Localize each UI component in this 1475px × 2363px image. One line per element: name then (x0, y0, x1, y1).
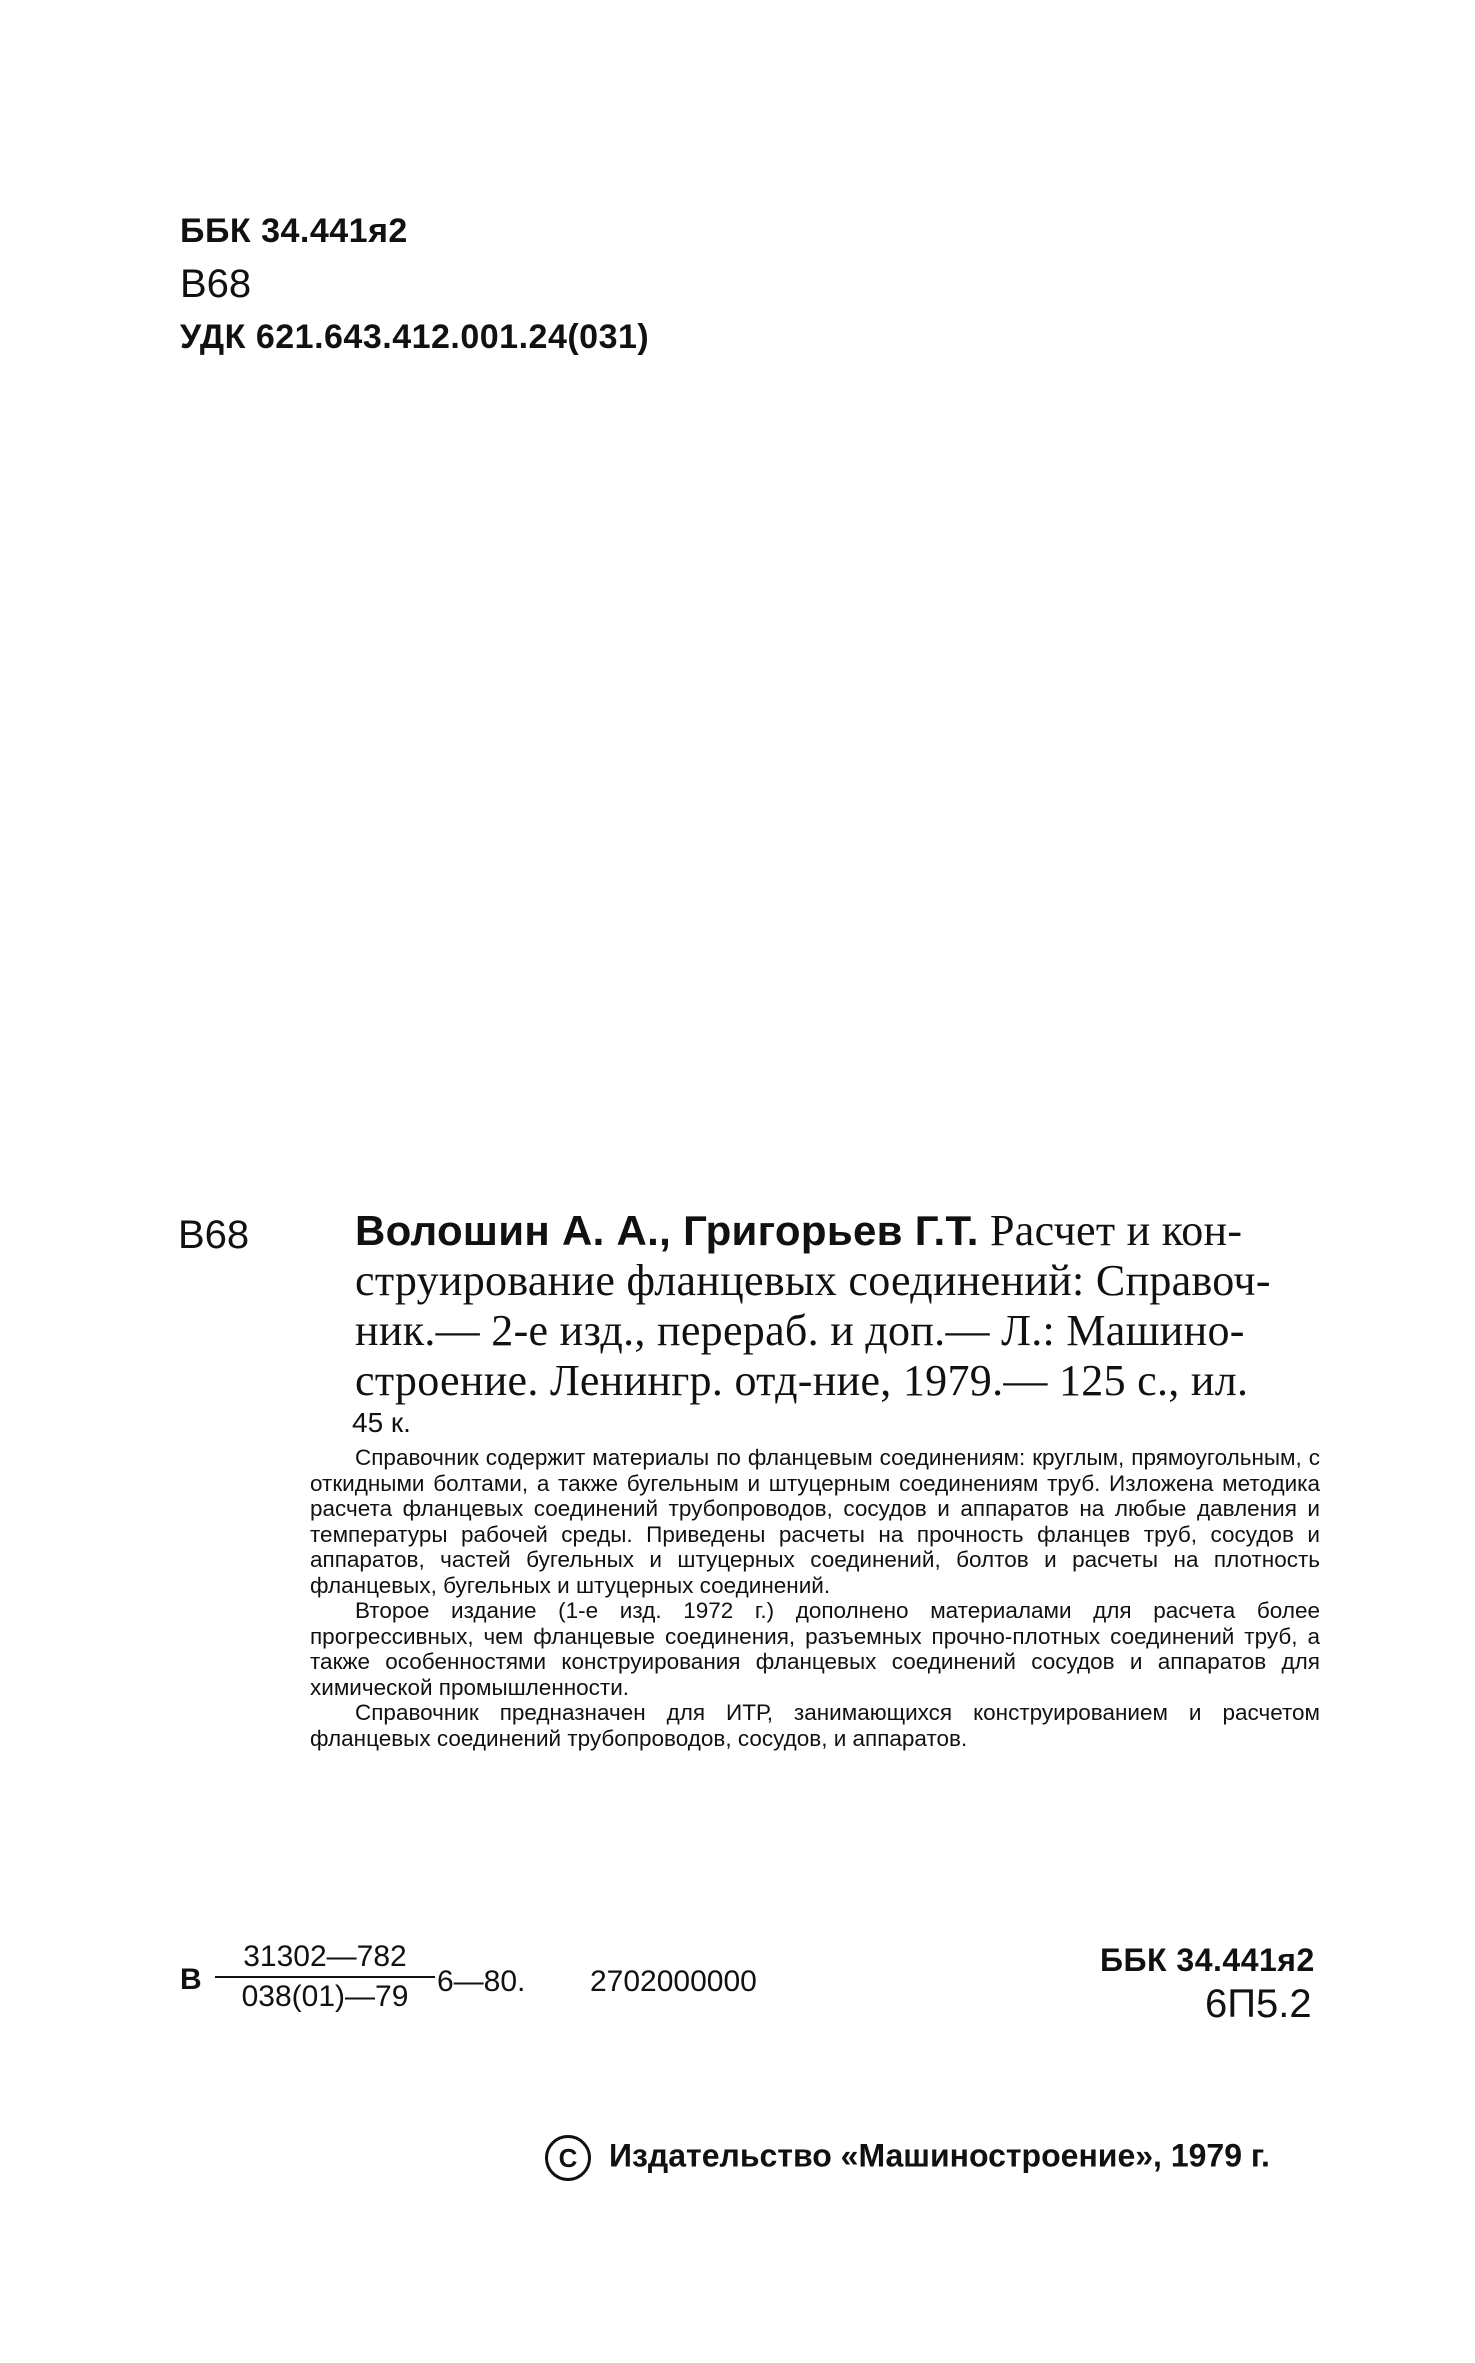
copyright-icon: C (545, 2135, 591, 2181)
index-denominator: 038(01)—79 (241, 1980, 409, 2013)
index-prefix: В (180, 1963, 202, 1996)
index-numerator: 31302—782 (215, 1940, 435, 1978)
entry-line-2: струирование фланцевых соединений: Справоч- (355, 1256, 1271, 1305)
entry-line-3: ник.— 2-е изд., перераб. и доп.— Л.: Машино- (355, 1306, 1245, 1355)
index-fraction (215, 1940, 435, 2014)
udk-header: УДК 621.643.412.001.24(031) (180, 318, 650, 356)
entry-price: 45 к. (352, 1407, 411, 1438)
copyright-line (545, 2135, 1270, 2181)
entry-title-start: Расчет и кон- (978, 1206, 1243, 1255)
catalog-code-header: В68 (180, 262, 252, 306)
index-bbk: ББК 34.441я2 (1100, 1942, 1315, 1978)
entry-line-4: строение. Ленингр. отд-ние, 1979.— 125 с., ил. (355, 1356, 1249, 1405)
entry-line-1 (355, 1208, 1242, 1254)
entry-authors: Волошин А. А., Григорьев Г.Т. (355, 1207, 979, 1254)
entry-catalog-code: В68 (178, 1213, 250, 1257)
copyright-text: Издательство «Машиностроение», 1979 г. (609, 2137, 1270, 2174)
abstract (310, 1445, 1320, 1751)
index-number: 2702000000 (590, 1965, 757, 1998)
index-suffix: 6—80. (437, 1965, 526, 1998)
bbk-header: ББК 34.441я2 (180, 212, 408, 250)
abstract-paragraph-1: Справочник содержит материалы по фланцевым соединениям: круглым, прямоугольным, с откидными болтами, а также бугельным и штуцерным соединениям труб. Изложена методика расчета фланцевых соединений трубопроводов, сосудов и аппаратов на любые давления и температуры рабочей среды. Приведены расчеты на прочность фланцев труб, сосудов и аппаратов, частей бугельных и штуцерных соединений, болтов и расчеты на плотность фланцевых, бугельных и штуцерных соединений. (310, 1445, 1320, 1598)
index-class: 6П5.2 (1205, 1982, 1312, 2026)
abstract-paragraph-3: Справочник предназначен для ИТР, занимающихся конструированием и расчетом фланцевых соединений трубопроводов, сосудов, и аппаратов. (310, 1700, 1320, 1751)
abstract-paragraph-2: Второе издание (1-е изд. 1972 г.) дополнено материалами для расчета более прогрессивных, чем фланцевые соединения, разъемных прочно-плотных соединений труб, а также особенностями конструирования фланцевых соединений сосудов и аппаратов для химической промышленности. (310, 1598, 1320, 1700)
